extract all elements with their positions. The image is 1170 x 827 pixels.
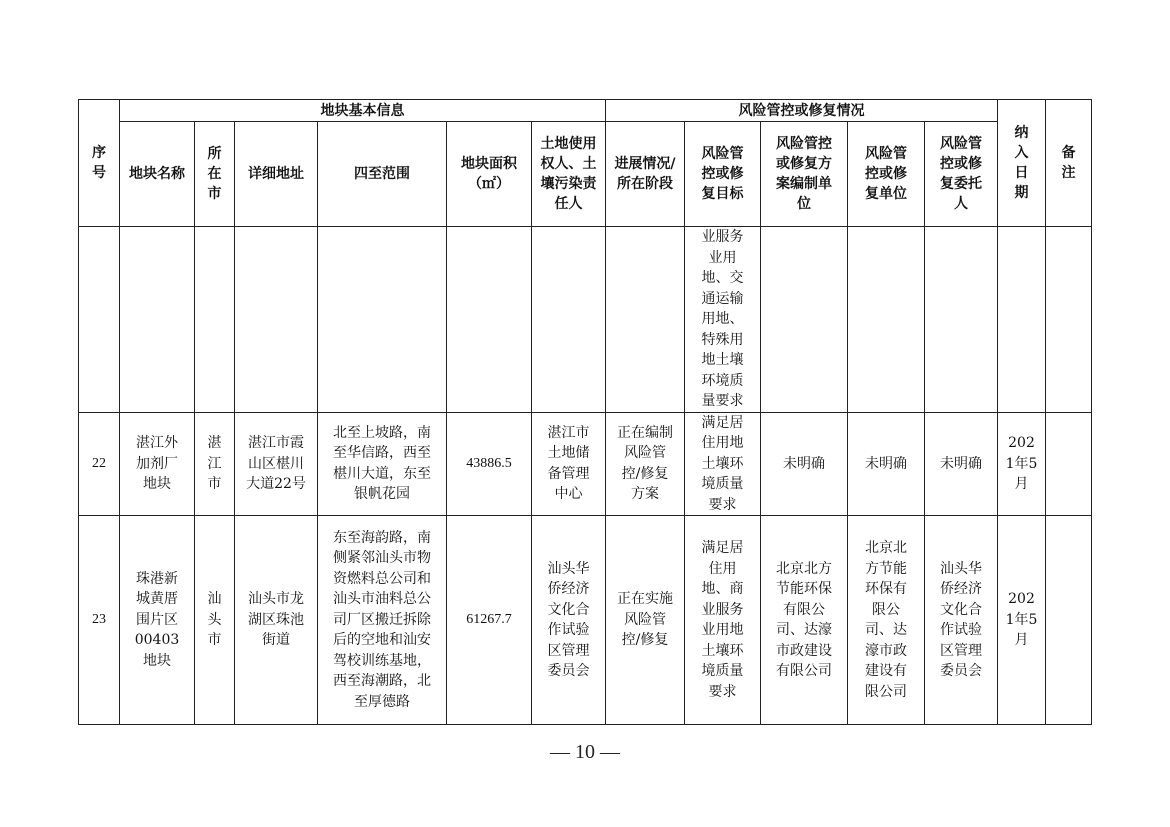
header-seq: 序号 [79, 100, 120, 227]
cell-exec-unit: 北京北方节能环保有限公司、达濠市政建设有限公司 [848, 516, 925, 725]
header-plan-unit: 风险管控或修复方案编制单位 [761, 122, 848, 227]
header-city: 所在市 [195, 122, 235, 227]
header-client: 风险管控或修复委托人 [925, 122, 998, 227]
group-header-row [79, 100, 1092, 122]
column-header-row [79, 122, 1092, 227]
cell-boundary: 东至海韵路，南侧紧邻汕头市物资燃料总公司和汕头市油料总公司厂区搬迁拆除后的空地和汕安驾校训练基地，西至海潮路，北至厚德路 [318, 516, 447, 725]
cell-client: 汕头华侨经济文化合作试验区管理委员会 [925, 516, 998, 725]
header-name: 地块名称 [120, 122, 195, 227]
cell-progress: 正在实施风险管控/修复 [606, 516, 685, 725]
table-row [79, 227, 1092, 413]
cell-progress [606, 227, 685, 413]
table-row [79, 412, 1092, 516]
page-number: — 10 — [550, 741, 620, 763]
cell-note [1046, 516, 1092, 725]
cell-note [1046, 412, 1092, 516]
cell-date: 2021年5月 [998, 516, 1046, 725]
header-progress: 进展情况/所在阶段 [606, 122, 685, 227]
cell-city [195, 227, 235, 413]
header-area: 地块面积（㎡） [447, 122, 532, 227]
cell-address: 汕头市龙湖区珠池街道 [235, 516, 318, 725]
cell-progress: 正在编制风险管控/修复方案 [606, 412, 685, 516]
cell-owner [532, 227, 606, 413]
cell-owner: 汕头华侨经济文化合作试验区管理委员会 [532, 516, 606, 725]
cell-date: 2021年5月 [998, 412, 1046, 516]
cell-goal: 满足居住用地土壤环境质量要求 [685, 412, 761, 516]
cell-boundary: 北至上坡路，南至华信路，西至椹川大道，东至银帆花园 [318, 412, 447, 516]
cell-address: 湛江市霞山区椹川大道22号 [235, 412, 318, 516]
cell-client: 未明确 [925, 412, 998, 516]
cell-boundary [318, 227, 447, 413]
header-address: 详细地址 [235, 122, 318, 227]
cell-plan-unit: 未明确 [761, 412, 848, 516]
header-owner: 土地使用权人、土壤污染责任人 [532, 122, 606, 227]
cell-plan-unit [761, 227, 848, 413]
cell-area: 61267.7 [447, 516, 532, 725]
cell-area: 43886.5 [447, 412, 532, 516]
cell-owner: 湛江市土地储备管理中心 [532, 412, 606, 516]
header-note: 备注 [1046, 100, 1092, 227]
cell-seq [79, 227, 120, 413]
header-goal: 风险管控或修复目标 [685, 122, 761, 227]
cell-city: 汕头市 [195, 516, 235, 725]
header-group-basic-info: 地块基本信息 [120, 100, 606, 122]
contaminated-land-table [78, 99, 1092, 725]
cell-note [1046, 227, 1092, 413]
header-exec-unit: 风险管控或修复单位 [848, 122, 925, 227]
cell-exec-unit: 未明确 [848, 412, 925, 516]
cell-date [998, 227, 1046, 413]
cell-address [235, 227, 318, 413]
cell-area [447, 227, 532, 413]
cell-plan-unit: 北京北方节能环保有限公司、达濠市政建设有限公司 [761, 516, 848, 725]
header-date: 纳入日期 [998, 100, 1046, 227]
table-row [79, 516, 1092, 725]
cell-client [925, 227, 998, 413]
cell-seq: 23 [79, 516, 120, 725]
cell-goal: 业服务业用地、交通运输用地、特殊用地土壤环境质量要求 [685, 227, 761, 413]
cell-goal: 满足居住用地、商业服务业用地土壤环境质量要求 [685, 516, 761, 725]
cell-name: 湛江外加剂厂地块 [120, 412, 195, 516]
cell-seq: 22 [79, 412, 120, 516]
header-group-risk-control: 风险管控或修复情况 [606, 100, 998, 122]
cell-name: 珠港新城黄厝围片区00403地块 [120, 516, 195, 725]
header-boundary: 四至范围 [318, 122, 447, 227]
cell-name [120, 227, 195, 413]
cell-exec-unit [848, 227, 925, 413]
cell-city: 湛江市 [195, 412, 235, 516]
